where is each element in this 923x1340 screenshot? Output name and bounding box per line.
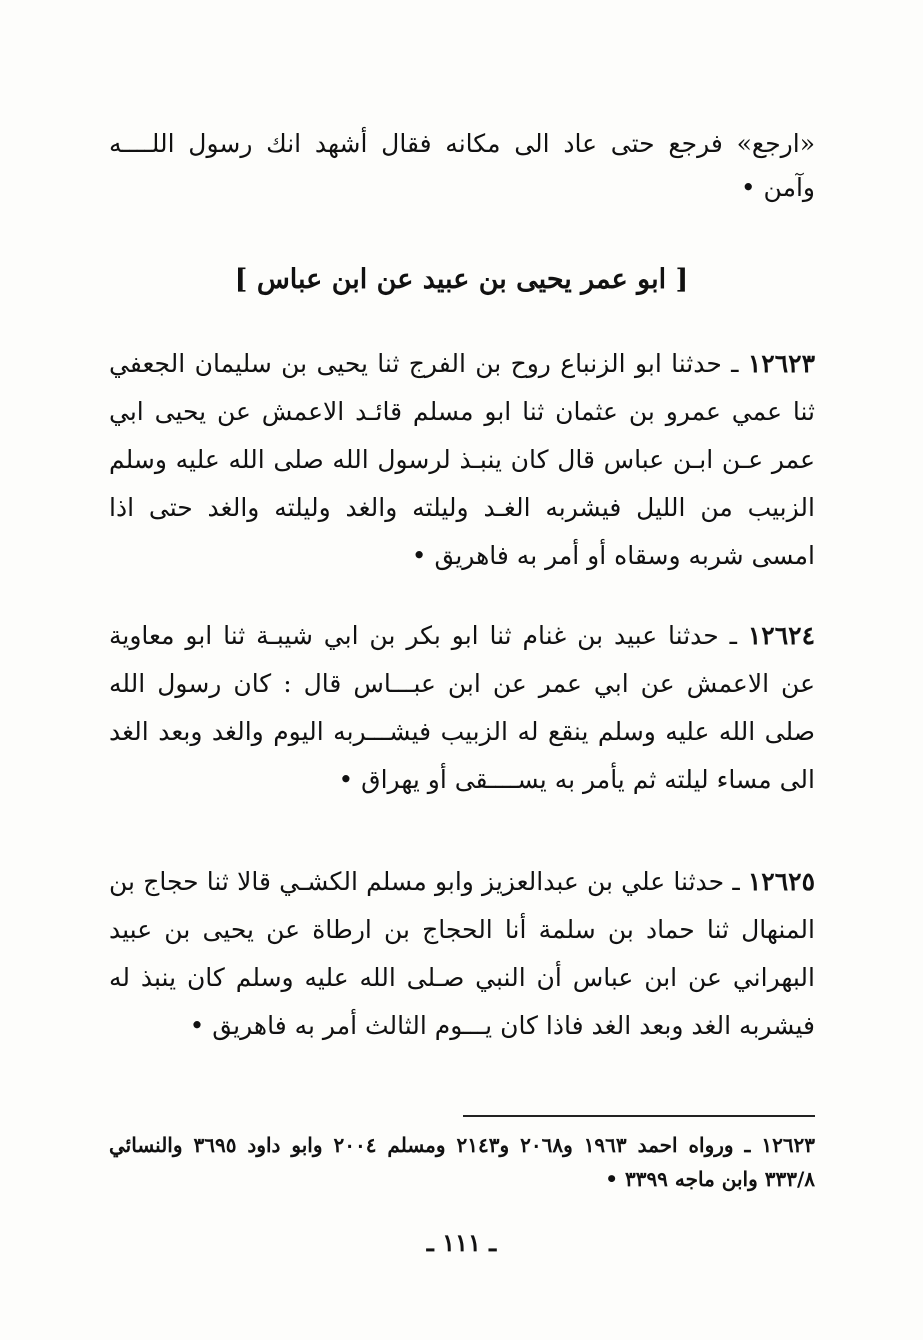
hadith-number: ١٢٦٢٣ [747,349,815,378]
hadith-text: ـ حدثنا عبيد بن غنام ثنا ابو بكر بن ابي شيبـة ثنا ابو معاوية عن الاعمش عن ابي عمر عن ابن عبـــاس قال : كان رسول الله صلى الله عليه وسلم ينقع له الزبيب فيشـــربه اليوم والغد وبعد الغد الى مساء ليلته ثم يأمر به يســــقى أو يهراق • [109,621,815,794]
intro-paragraph: «ارجع» فرجع حتى عاد الى مكانه فقال أشهد انك رسول اللــــه وآمن • [109,129,815,202]
hadith-number: ١٢٦٢٤ [747,621,815,650]
footnote: ١٢٦٢٣ ـ ورواه احمد ١٩٦٣ و٢٠٦٨ و٢١٤٣ ومسلم ٢٠٠٤ وابو داود ٣٦٩٥ والنسائي ٣٣٣/٨ وابن ماجه ٣٣٩٩ • [109,1133,816,1191]
footnote-divider [463,1115,815,1117]
section-heading: [ ابو عمر يحيى بن عبيد عن ابن عباس ] [234,264,689,295]
hadith-paragraph [109,858,815,1050]
hadith-text: ـ حدثنا ابو الزنباع روح بن الفرج ثنا يحيى بن سليمان الجعفي ثنا عمي عمرو بن عثمان ثنا ابو مسلم قائـد الاعمش عن يحيى ابي عمر عـن ابـن عباس قال كان ينبـذ لرسول الله صلى الله عليه وسلم الزبيب من الليل فيشربه الغـد وليلته والغد وليلته والغد حتى اذا امسى شربه وسقاه أو أمر به فاهريق • [109,349,815,570]
hadith-number: ١٢٦٢٥ [747,867,816,896]
hadith-paragraph [109,612,815,804]
hadith-paragraph [109,340,815,580]
hadith-text: ـ حدثنا علي بن عبدالعزيز وابو مسلم الكشـي قالا ثنا حجاج بن المنهال ثنا حماد بن سلمة أنا الحجاج بن ارطاة عن يحيى بن عبيد البهراني عن ابن عباس أن النبي صـلى الله عليه وسلم كان ينبذ له فيشربه الغد وبعد الغد فاذا كان يـــوم الثالث أمر به فاهريق • [109,867,815,1040]
page-number: ـ ١١١ ـ [426,1228,497,1257]
